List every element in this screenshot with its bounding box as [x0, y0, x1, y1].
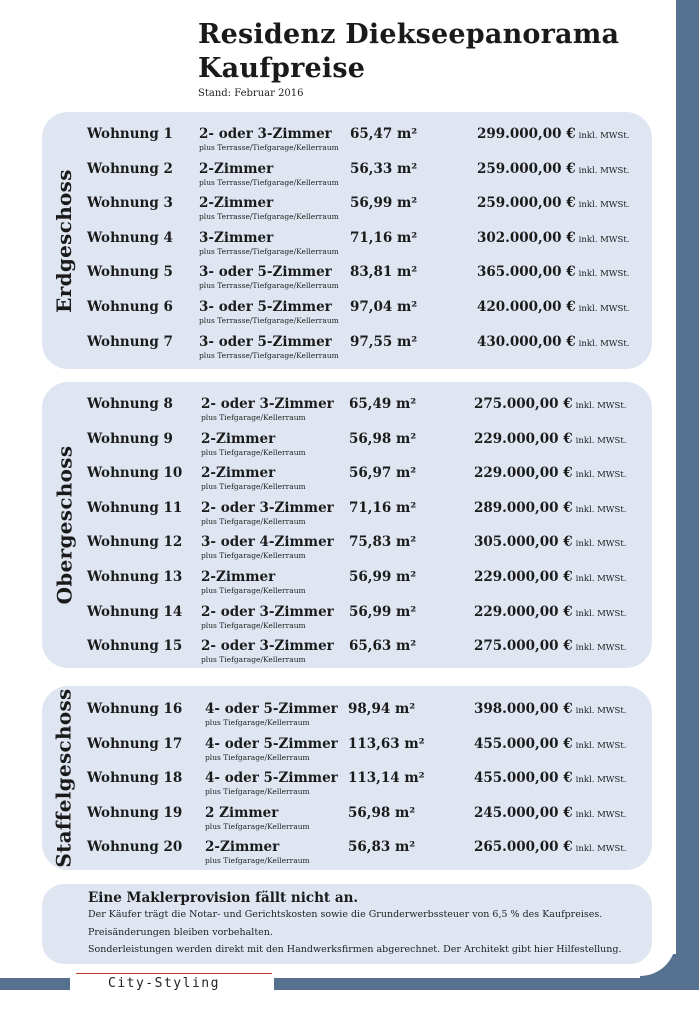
unit-area: 71,16 m²	[350, 229, 418, 246]
unit-price-cell	[477, 230, 630, 246]
notes-line-1: Der Käufer trägt die Notar- und Gerichtskosten sowie die Grunderwerbssteuer von 6,5 % des Kaufpreises.	[88, 909, 603, 920]
unit-extras: plus Terrasse/Tiefgarage/Kellerraum	[199, 212, 339, 222]
unit-rooms: 3- oder 5-Zimmer	[199, 299, 332, 315]
unit-price-cell	[474, 770, 627, 786]
unit-price-cell	[474, 604, 627, 620]
unit-price-cell	[477, 299, 630, 315]
unit-area: 56,99 m²	[350, 195, 418, 212]
unit-rooms: 2-Zimmer	[205, 839, 280, 856]
section-label: Erdgeschoss	[52, 168, 76, 313]
unit-rooms: 2 Zimmer	[205, 804, 279, 821]
unit-vat-note: inkl. MWSt.	[575, 504, 627, 515]
notes-line-3: Sonderleistungen werden direkt mit den Handwerksfirmen abgerechnet. Der Architekt gibt hier Hilfestellung.	[88, 944, 622, 955]
unit-rooms: 4- oder 5-Zimmer	[205, 701, 338, 717]
table-row	[42, 604, 652, 638]
unit-price: 302.000,00 €	[477, 229, 576, 246]
title-line-2: Kaufpreise	[198, 53, 366, 84]
unit-vat-note: inkl. MWSt.	[578, 165, 630, 176]
table-row	[42, 431, 652, 465]
section-obergeschoss	[42, 382, 652, 668]
table-row	[42, 299, 652, 333]
unit-price: 229.000,00 €	[474, 603, 573, 620]
brand-logo	[76, 973, 272, 996]
unit-area: 113,14 m²	[348, 770, 425, 787]
unit-vat-note: inkl. MWSt.	[575, 435, 627, 446]
unit-extras: plus Tiefgarage/Kellerraum	[205, 787, 310, 797]
unit-price-cell	[474, 736, 627, 752]
unit-price-cell	[477, 161, 630, 177]
unit-rooms: 4- oder 5-Zimmer	[205, 735, 338, 752]
table-row	[42, 569, 652, 603]
unit-vat-note: inkl. MWSt.	[575, 608, 627, 619]
unit-price-cell	[474, 431, 627, 447]
unit-name: Wohnung 11	[87, 499, 183, 516]
page-title	[198, 18, 658, 86]
unit-name: Wohnung 20	[87, 839, 183, 856]
unit-price-cell	[477, 264, 630, 280]
unit-extras: plus Tiefgarage/Kellerraum	[201, 655, 306, 665]
unit-vat-note: inkl. MWSt.	[575, 844, 627, 855]
unit-extras: plus Tiefgarage/Kellerraum	[201, 620, 306, 630]
title-line-1: Residenz Diekseepanorama	[198, 19, 620, 50]
unit-vat-note: inkl. MWSt.	[575, 775, 627, 786]
unit-price: 430.000,00 €	[477, 333, 576, 350]
unit-name: Wohnung 12	[87, 534, 183, 551]
unit-name: Wohnung 16	[87, 701, 183, 717]
unit-price-cell	[474, 465, 627, 481]
unit-area: 56,99 m²	[349, 603, 417, 620]
unit-area: 98,94 m²	[348, 701, 416, 717]
unit-price: 259.000,00 €	[477, 195, 576, 212]
unit-extras: plus Tiefgarage/Kellerraum	[201, 516, 306, 526]
unit-name: Wohnung 8	[87, 396, 173, 412]
unit-extras: plus Terrasse/Tiefgarage/Kellerraum	[199, 316, 339, 325]
unit-area: 83,81 m²	[350, 264, 418, 281]
table-row	[42, 638, 652, 672]
unit-vat-note: inkl. MWSt.	[575, 740, 627, 751]
table-row	[42, 396, 652, 430]
unit-extras: plus Tiefgarage/Kellerraum	[201, 447, 306, 457]
unit-price: 299.000,00 €	[477, 126, 576, 142]
unit-price: 275.000,00 €	[474, 638, 573, 655]
table-row	[42, 264, 652, 298]
unit-area: 97,04 m²	[350, 299, 418, 315]
unit-price: 455.000,00 €	[474, 770, 573, 787]
date-stand: Stand: Februar 2016	[198, 88, 304, 99]
unit-name: Wohnung 5	[87, 264, 173, 281]
unit-name: Wohnung 17	[87, 735, 183, 752]
table-row	[42, 465, 652, 499]
unit-rooms: 3- oder 5-Zimmer	[199, 264, 332, 281]
unit-vat-note: inkl. MWSt.	[575, 470, 627, 481]
unit-name: Wohnung 9	[87, 430, 173, 447]
unit-rooms: 2-Zimmer	[199, 195, 274, 212]
unit-area: 56,83 m²	[348, 839, 416, 856]
unit-vat-note: inkl. MWSt.	[578, 200, 630, 211]
frame-right-border	[676, 0, 699, 990]
frame-bottom-border-left	[0, 978, 70, 990]
unit-price-cell	[474, 534, 627, 550]
unit-name: Wohnung 18	[87, 770, 183, 787]
unit-price: 398.000,00 €	[474, 701, 573, 717]
unit-rooms: 3- oder 4-Zimmer	[201, 534, 334, 551]
unit-vat-note: inkl. MWSt.	[578, 269, 630, 280]
unit-rooms: 2- oder 3-Zimmer	[201, 396, 334, 412]
unit-extras: plus Tiefgarage/Kellerraum	[201, 413, 306, 422]
unit-name: Wohnung 4	[87, 229, 173, 246]
unit-name: Wohnung 19	[87, 804, 183, 821]
unit-area: 56,98 m²	[348, 804, 416, 821]
unit-rooms: 2-Zimmer	[201, 569, 276, 585]
unit-price-cell	[477, 334, 630, 350]
unit-name: Wohnung 13	[87, 569, 183, 585]
unit-price-cell	[474, 569, 627, 585]
unit-vat-note: inkl. MWSt.	[578, 338, 630, 349]
unit-rooms: 2- oder 3-Zimmer	[201, 499, 334, 516]
unit-price-cell	[474, 396, 627, 412]
frame-bottom-border-right	[274, 978, 674, 990]
unit-vat-note: inkl. MWSt.	[578, 234, 630, 245]
unit-vat-note: inkl. MWSt.	[575, 706, 627, 716]
unit-name: Wohnung 3	[87, 195, 173, 212]
unit-rooms: 3- oder 5-Zimmer	[199, 333, 332, 350]
unit-price: 229.000,00 €	[474, 569, 573, 585]
table-row	[42, 334, 652, 368]
unit-name: Wohnung 1	[87, 126, 173, 142]
unit-price: 420.000,00 €	[477, 299, 576, 315]
unit-price-cell	[474, 839, 627, 855]
unit-area: 113,63 m²	[348, 735, 425, 752]
unit-extras: plus Tiefgarage/Kellerraum	[205, 821, 310, 831]
table-row	[42, 195, 652, 229]
unit-price-cell	[474, 805, 627, 821]
table-row	[42, 701, 652, 735]
table-row	[42, 230, 652, 264]
unit-price-cell	[474, 500, 627, 516]
table-row	[42, 126, 652, 160]
notes-panel	[42, 884, 652, 964]
section-staffelgeschoss	[42, 686, 652, 870]
unit-extras: plus Terrasse/Tiefgarage/Kellerraum	[199, 143, 339, 152]
unit-extras: plus Tiefgarage/Kellerraum	[205, 718, 310, 727]
unit-price-cell	[474, 701, 627, 717]
unit-extras: plus Tiefgarage/Kellerraum	[205, 856, 310, 866]
unit-area: 65,47 m²	[350, 126, 418, 142]
unit-vat-note: inkl. MWSt.	[575, 574, 627, 584]
unit-name: Wohnung 14	[87, 603, 183, 620]
unit-name: Wohnung 2	[87, 160, 173, 177]
table-row	[42, 736, 652, 770]
unit-area: 56,98 m²	[349, 430, 417, 447]
unit-extras: plus Terrasse/Tiefgarage/Kellerraum	[199, 246, 339, 256]
unit-extras: plus Terrasse/Tiefgarage/Kellerraum	[199, 281, 339, 291]
unit-price-cell	[477, 195, 630, 211]
table-row	[42, 534, 652, 568]
unit-vat-note: inkl. MWSt.	[575, 809, 627, 820]
unit-price: 455.000,00 €	[474, 735, 573, 752]
unit-price: 245.000,00 €	[474, 804, 573, 821]
unit-rooms: 3-Zimmer	[199, 229, 274, 246]
unit-area: 65,63 m²	[349, 638, 417, 655]
unit-price: 305.000,00 €	[474, 534, 573, 551]
unit-extras: plus Tiefgarage/Kellerraum	[205, 752, 310, 762]
unit-price: 275.000,00 €	[474, 396, 573, 412]
unit-area: 97,55 m²	[350, 333, 418, 350]
unit-rooms: 2- oder 3-Zimmer	[199, 126, 332, 142]
table-row	[42, 805, 652, 839]
unit-vat-note: inkl. MWSt.	[575, 401, 627, 411]
section-label: Obergeschoss	[52, 445, 77, 605]
unit-rooms: 2-Zimmer	[201, 430, 276, 447]
unit-vat-note: inkl. MWSt.	[578, 304, 630, 314]
unit-price: 289.000,00 €	[474, 499, 573, 516]
table-row	[42, 770, 652, 804]
unit-price: 259.000,00 €	[477, 160, 576, 177]
section-label: Staffelgeschoss	[52, 688, 76, 868]
unit-extras: plus Terrasse/Tiefgarage/Kellerraum	[199, 177, 339, 187]
unit-name: Wohnung 15	[87, 638, 183, 655]
unit-price: 365.000,00 €	[477, 264, 576, 281]
unit-area: 56,99 m²	[349, 569, 417, 585]
unit-extras: plus Tiefgarage/Kellerraum	[201, 551, 306, 561]
unit-price: 265.000,00 €	[474, 839, 573, 856]
brand-name: City-Styling	[108, 976, 220, 991]
unit-vat-note: inkl. MWSt.	[575, 643, 627, 654]
unit-area: 56,33 m²	[350, 160, 418, 177]
unit-rooms: 4- oder 5-Zimmer	[205, 770, 338, 787]
unit-area: 75,83 m²	[349, 534, 417, 551]
unit-rooms: 2-Zimmer	[201, 465, 276, 482]
unit-price-cell	[474, 638, 627, 654]
section-erdgeschoss	[42, 112, 652, 369]
unit-extras: plus Tiefgarage/Kellerraum	[201, 482, 306, 492]
unit-price: 229.000,00 €	[474, 430, 573, 447]
unit-extras: plus Terrasse/Tiefgarage/Kellerraum	[199, 350, 339, 360]
notes-heading: Eine Maklerprovision fällt nicht an.	[88, 890, 359, 906]
unit-area: 71,16 m²	[349, 499, 417, 516]
unit-price-cell	[477, 126, 630, 142]
table-row	[42, 500, 652, 534]
unit-area: 56,97 m²	[349, 465, 417, 482]
unit-vat-note: inkl. MWSt.	[578, 131, 630, 141]
table-row	[42, 161, 652, 195]
unit-name: Wohnung 6	[87, 299, 173, 315]
unit-rooms: 2- oder 3-Zimmer	[201, 603, 334, 620]
unit-name: Wohnung 7	[87, 333, 173, 350]
unit-extras: plus Tiefgarage/Kellerraum	[201, 586, 306, 595]
notes-line-2: Preisänderungen bleiben vorbehalten.	[88, 927, 273, 938]
unit-vat-note: inkl. MWSt.	[575, 539, 627, 550]
unit-rooms: 2- oder 3-Zimmer	[201, 638, 334, 655]
unit-area: 65,49 m²	[349, 396, 417, 412]
unit-name: Wohnung 10	[87, 465, 183, 482]
table-row	[42, 839, 652, 873]
unit-rooms: 2-Zimmer	[199, 160, 274, 177]
unit-price: 229.000,00 €	[474, 465, 573, 482]
